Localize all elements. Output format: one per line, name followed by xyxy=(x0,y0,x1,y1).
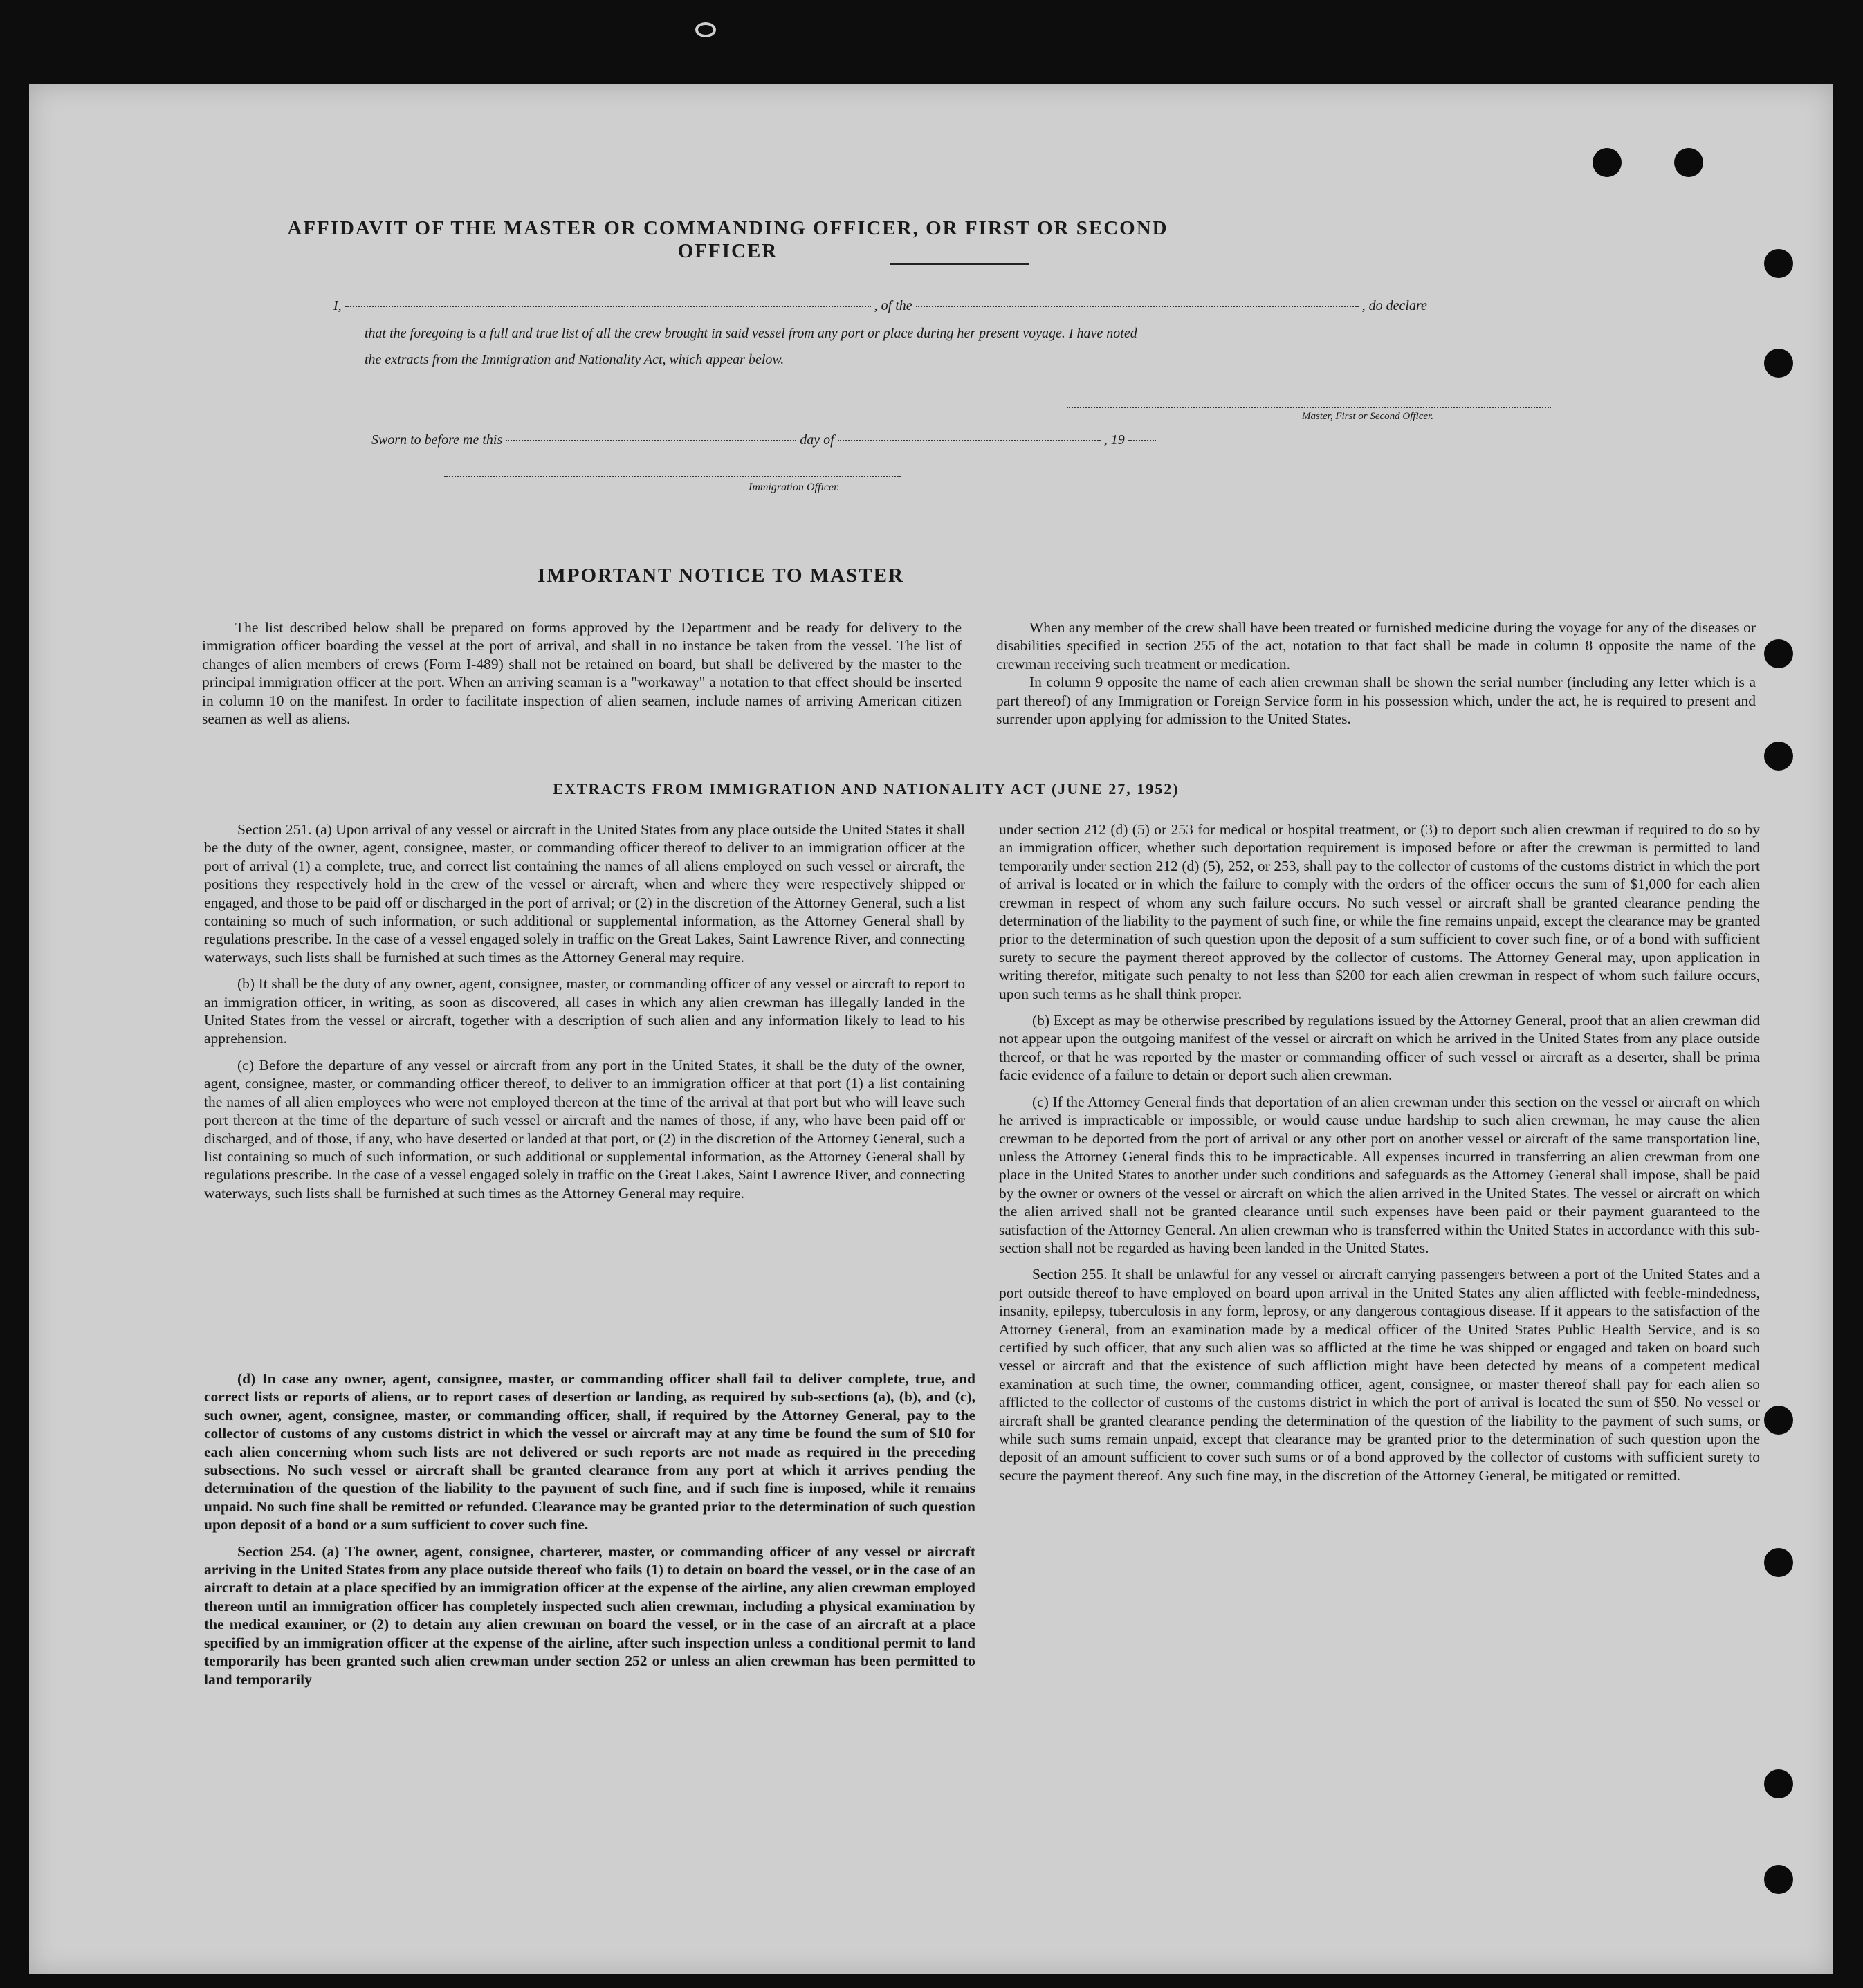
section-254-a: Section 254. (a) The owner, agent, consignee, charterer, master, or commanding officer of any vessel or aircraft arriving in the United States from any place outside thereof who fails (1) to detain on board the vessel, or in the case of an aircraft to detain at a place specified by an immigration officer at the expense of the airline, any alien crewman employed thereon until an immigration officer has completely inspected such alien crewman, including a physical examination by the medical examiner, or (2) to detain any alien crewman on board the vessel, or in the case of an aircraft at a place specified by an immigration officer at the expense of the airline, after such inspection unless a conditional permit to land temporarily has been granted such alien crewman under section 252 or unless an alien crewman has been permitted to land temporarily xyxy=(204,1543,975,1688)
notice-paragraph: When any member of the crew shall have been treated or furnished medicine during the voyage for any of the diseases or disabilities specified in section 255 of the act, notation to that fact shall be made in column 8 opposite the name of the crewman receiving such treatment or medication. xyxy=(996,619,1756,672)
punch-hole xyxy=(1593,148,1622,177)
notice-left-column xyxy=(202,618,962,728)
officer-signature-line[interactable] xyxy=(444,476,901,477)
section-254-c: (c) If the Attorney General finds that deportation of an alien crewman under this section on the vessel or aircraft on which he arrived is impracticable or impossible, or would cause undue hardship to such alien crewman, he may cause the alien crewman to be deported from the port of arrival or any other port on another vessel or aircraft of the same transportation line, unless the Attorney General finds this to be impracticable. All expenses incurred in transferring an alien crewman from one place in the United States to another under such conditions and safeguards as the Attorney General shall impose, shall be paid by the owner or owners of the vessel or aircraft on which the alien arrived in the United States. The vessel or aircraft on which the alien arrived shall not be granted clearance until such expenses have been paid or their payment guaranteed to the satisfaction of the Attorney General. An alien crewman who is transferred within the United States in accordance with this sub-section shall not be regarded as having been landed in the United States. xyxy=(999,1093,1760,1256)
sworn-line xyxy=(371,426,1596,454)
day-of-label: day of xyxy=(800,432,834,448)
scan-artifact xyxy=(695,22,716,37)
extracts-title: EXTRACTS FROM IMMIGRATION AND NATIONALITY ACT (JUNE 27, 1952) xyxy=(553,780,1180,798)
declaration-line-2: that the foregoing is a full and true list of all the crew brought in said vessel from any port or place during her present voyage. I have noted xyxy=(365,326,1137,341)
master-signature-label: Master, First or Second Officer. xyxy=(1302,411,1433,422)
extracts-left-bold-block xyxy=(204,1370,975,1688)
extracts-right-column xyxy=(999,820,1760,1484)
extracts-left-column xyxy=(204,820,965,1211)
punch-hole xyxy=(1764,1865,1793,1894)
section-255: Section 255. It shall be unlawful for any vessel or aircraft carrying passengers between a port of the United States and a port outside thereof to have employed on board upon arrival in the United States any alien afflicted with feeble-mindedness, insanity, epilepsy, tuberculosis in any form, leprosy, or any dangerous contagious disease. If it appears to the satisfaction of the Attorney General, from an examination made by a medical officer of the United States Public Health Service, and is so certified by such officer, that any such alien was so afflicted at the time he was shipped or engaged and taken on board such vessel or aircraft and that the existence of such affliction might have been detected by means of a competent medical examination at such time, the owner, commanding officer, agent, consignee, or master thereof shall pay for each alien so afflicted to the collector of customs of the customs district in which the port of arrival is located the sum of $50. No vessel or aircraft shall be granted clearance pending the determination of the question of the liability to the payment of such sums, or while such sums remain unpaid, except that clearance may be granted prior to the determination of such question upon the deposit of an amount sufficient to cover such sums or of a bond approved by the collector of customs with sufficient surety to secure the payment thereof. Any such fine may, in the discretion of the Attorney General, be mitigated or remitted. xyxy=(999,1266,1760,1484)
section-251-c: (c) Before the departure of any vessel or aircraft from any port in the United States, it shall be the duty of the owner, agent, consignee, master, or commanding officer thereof, to deliver to an immigration officer at that port (1) a list containing the names of all alien employees who were not employed thereon at the time of the arrival at that port but who will leave such port thereon at the time of the departure of such vessel or aircraft and the names of those, if any, who have been paid off or discharged, and of those, if any, who have deserted or landed at that port, or (2) in the discretion of the Attorney General, such a list containing so much of such information, or such additional or supplemental information, as the Attorney General shall by regulations prescribe. In the case of a vessel engaged solely in traffic on the Great Lakes, Saint Lawrence River, and connecting waterways, such lists shall be furnished at such times as the Attorney General may require. xyxy=(204,1056,965,1202)
punch-hole xyxy=(1764,742,1793,771)
name-blank[interactable] xyxy=(345,306,871,307)
section-251-b: (b) It shall be the duty of any owner, agent, consignee, master, or commanding officer of any vessel or aircraft to report to an immigration officer, in writing, as soon as discovered, all cases in which any alien crewman has illegally landed in the United States from the vessel or aircraft, together with a description of such alien and any information likely to lead to his apprehension. xyxy=(204,975,965,1047)
punch-hole xyxy=(1764,639,1793,668)
year-blank[interactable] xyxy=(1128,440,1156,441)
sworn-label: Sworn to before me this xyxy=(371,432,503,448)
year-label: , 19 xyxy=(1103,432,1125,448)
section-251-a: Section 251. (a) Upon arrival of any vessel or aircraft in the United States from any place outside the United States it shall be the duty of the owner, agent, consignee, master, or commanding officer thereof to deliver to an immigration officer at the port of arrival (1) a complete, true, and correct list containing the names of all aliens employed on such vessel or aircraft, the positions they respectively hold in the crew of the vessel or aircraft, when and where they were respectively shipped or engaged, and those to be paid off or discharged in the port of arrival; or (2) in the discretion of the Attorney General, such a list containing so much of such information, or such additional or supplemental information, as the Attorney General shall by regulations prescribe. In the case of a vessel engaged solely in traffic on the Great Lakes, Saint Lawrence River, and connecting waterways, such lists shall be furnished at such times as the Attorney General may require. xyxy=(204,821,965,966)
section-254-a-continued: under section 212 (d) (5) or 253 for medical or hospital treatment, or (3) to deport such alien crewman if required to do so by an immigration officer, whether such deportation requirement is imposed before or after the crewman is permitted to land temporarily under section 212 (d) (5), 252, or 253, shall pay to the collector of customs of the customs district in which the port of arrival is located or in which the failure to comply with the orders of the officer occurs the sum of $1,000 for each alien crewman in respect of whom any such failure occurs. No such vessel or aircraft shall be granted clearance pending the determination of the liability to the payment of such fine, or while the fine remains unpaid, except the clearance may be granted prior to the determination of such question upon the deposit of a sum sufficient to cover such fine, or of a bond with sufficient surety to secure the payment thereof approved by the collector of customs. The Attorney General may, upon application in writing therefor, mitigate such penalty to not less than $200 for each alien crewman in respect of whom such failure occurs, upon such terms as he shall think proper. xyxy=(999,821,1760,1002)
notice-paragraph: The list described below shall be prepared on forms approved by the Department and be ready for delivery to the immigration officer boarding the vessel at the port of arrival, and shall in no instance be taken from the vessel. The list of changes of alien members of crews (Form I-489) shall not be retained on board, but shall be delivered by the master to the principal immigration officer at the port. When an arriving seaman is a "workaway" a notation to that effect should be inserted in column 10 on the manifest. In order to facilitate inspection of alien seamen, include names of arriving American citizen seamen as well as aliens. xyxy=(202,619,962,728)
sworn-month-blank[interactable] xyxy=(838,440,1101,441)
officer-signature-label: Immigration Officer. xyxy=(749,481,840,493)
punch-hole xyxy=(1764,1406,1793,1435)
punch-hole xyxy=(1764,349,1793,378)
section-254-b: (b) Except as may be otherwise prescribed by regulations issued by the Attorney General, proof that an alien crewman did not appear upon the outgoing manifest of the vessel or aircraft on which he arrived in the United States from any place outside thereof, or that he was reported by the master or commanding officer of such vessel or aircraft as a deserter, shall be prima facie evidence of a failure to detain or deport such alien crewman. xyxy=(999,1012,1760,1084)
declaration-line-3: the extracts from the Immigration and Nationality Act, which appear below. xyxy=(365,352,784,367)
notice-right-column xyxy=(996,618,1756,728)
title-rule xyxy=(890,263,1029,265)
document-page xyxy=(29,84,1833,1974)
declaration-line-1 xyxy=(333,292,1558,320)
of-the-label: , of the xyxy=(874,298,912,313)
master-signature-line[interactable] xyxy=(1067,407,1551,408)
vessel-blank[interactable] xyxy=(916,306,1359,307)
punch-hole xyxy=(1674,148,1703,177)
punch-hole xyxy=(1764,1548,1793,1577)
sworn-day-blank[interactable] xyxy=(506,440,796,441)
notice-paragraph: In column 9 opposite the name of each alien crewman shall be shown the serial number (including any letter which is a part thereof) of any Immigration or Foreign Service form in his possession which, under the act, he is required to present and surrender upon applying for admission to the United States. xyxy=(996,674,1756,728)
notice-title: IMPORTANT NOTICE TO MASTER xyxy=(538,564,904,587)
section-251-d: (d) In case any owner, agent, consignee, master, or commanding officer shall fail to deliver complete, true, and correct lists or reports of aliens, or to report cases of desertion or landing, as required by sub-sections (a), (b), and (c), such owner, agent, consignee, master, or commanding officer, shall, if required by the Attorney General, pay to the collector of customs of any customs district in which the vessel or aircraft may at any time be found the sum of $10 for each alien concerning whom such lists are not delivered or such reports are not made as required in the preceding subsections. No such vessel or aircraft shall be granted clearance from any port at which it arrives pending the determination of the question of the liability to the payment of such fine, and if such fine is imposed, while it remains unpaid. No such fine shall be remitted or refunded. Clearance may be granted prior to the determination of such question upon deposit of a bond or a sum sufficient to cover such fine. xyxy=(204,1370,975,1534)
punch-hole xyxy=(1764,1769,1793,1798)
punch-hole xyxy=(1764,249,1793,278)
affidavit-title: AFFIDAVIT OF THE MASTER OR COMMANDING OFFICER, OR FIRST OR SECOND OFFICER xyxy=(287,217,1168,262)
do-declare-label: , do declare xyxy=(1361,298,1427,313)
declarant-prefix: I, xyxy=(333,298,342,313)
